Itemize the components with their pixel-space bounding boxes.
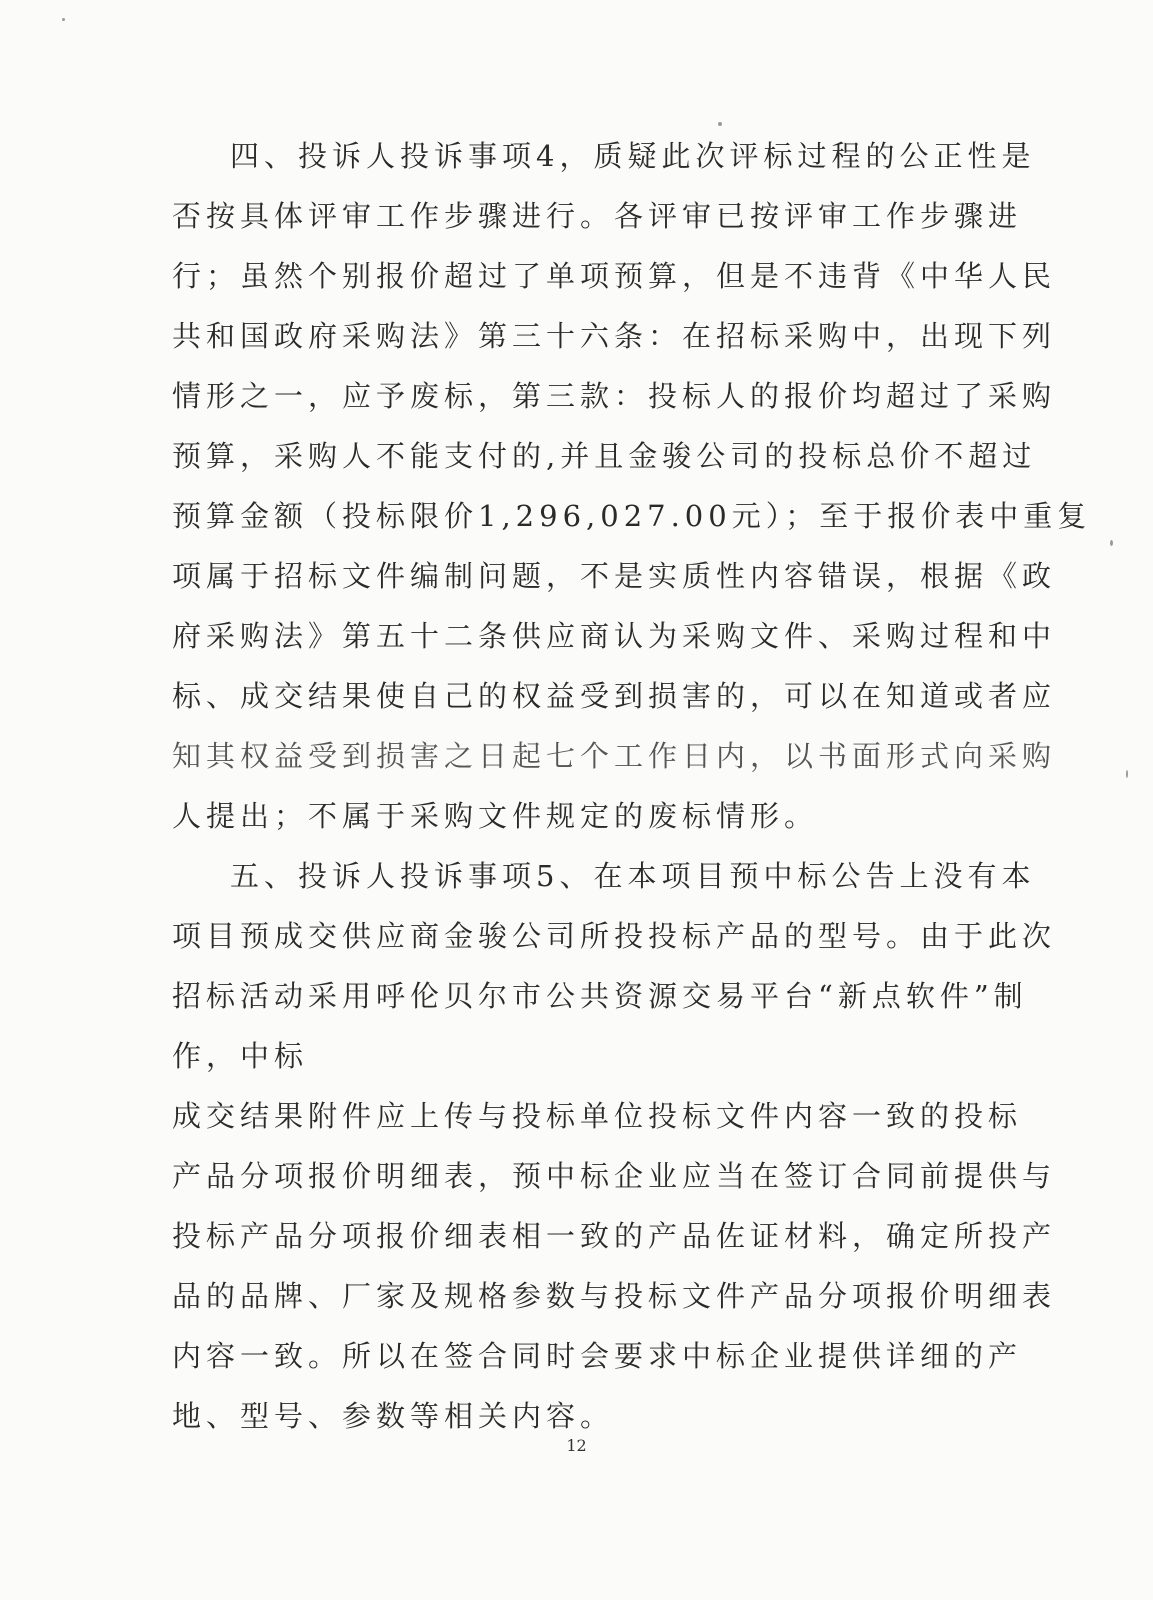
- paragraph-4-line: 预算，采购人不能支付的,并且金骏公司的投标总价不超过: [172, 439, 1037, 473]
- paragraph-4-line: 知其权益受到损害之日起七个工作日内，以书面形式向采购: [172, 739, 1057, 773]
- paragraph-4-line: 府采购法》第五十二条供应商认为采购文件、采购过程和中: [172, 619, 1057, 653]
- paragraph-5-line: 内容一致。所以在签合同时会要求中标企业提供详细的产: [172, 1339, 1023, 1373]
- paragraph-5-line: 投标产品分项报价细表相一致的产品佐证材料，确定所投产: [172, 1219, 1057, 1253]
- paragraph-4-line: 人提出；不属于采购文件规定的废标情形。: [172, 799, 819, 833]
- paragraph-5-line: 产品分项报价明细表，预中标企业应当在签订合同前提供与: [172, 1159, 1057, 1193]
- document-body: [172, 126, 1092, 1446]
- paragraph-4-line: 项属于招标文件编制问题，不是实质性内容错误，根据《政: [172, 559, 1057, 593]
- paragraph-4-line: 共和国政府采购法》第三十六条：在招标采购中，出现下列: [172, 319, 1057, 353]
- paragraph-4-line: 行；虽然个别报价超过了单项预算，但是不违背《中华人民: [172, 259, 1057, 293]
- paragraph-4-line: 否按具体评审工作步骤进行。各评审已按评审工作步骤进: [172, 199, 1023, 233]
- scan-speck: [62, 18, 65, 21]
- scan-speck: [1110, 540, 1113, 546]
- paragraph-5-line: 品的品牌、厂家及规格参数与投标文件产品分项报价明细表: [172, 1279, 1057, 1313]
- paragraph-5-line: 招标活动采用呼伦贝尔市公共资源交易平台“新点软件”制: [172, 979, 1028, 1013]
- paragraph-5-line: 作，中标: [172, 1039, 309, 1073]
- paragraph-5-line: 地、型号、参数等相关内容。: [172, 1399, 615, 1433]
- paragraph-4-line: 情形之一，应予废标，第三款：投标人的报价均超过了采购: [172, 379, 1057, 413]
- page-number: 12: [566, 1436, 587, 1455]
- paragraph-5-line: 项目预成交供应商金骏公司所投投标产品的型号。由于此次: [172, 919, 1057, 953]
- paragraph-4-line: 预算金额（投标限价1,296,027.00元）；至于报价表中重复: [172, 499, 1092, 533]
- paragraph-4-line: 标、成交结果使自己的权益受到损害的，可以在知道或者应: [172, 679, 1057, 713]
- paragraph-5-line: 成交结果附件应上传与投标单位投标文件内容一致的投标: [172, 1099, 1023, 1133]
- paragraph-4-line: 四、投诉人投诉事项4，质疑此次评标过程的公正性是: [230, 139, 1036, 173]
- scan-speck: [1126, 770, 1128, 778]
- paragraph-5-line: 五、投诉人投诉事项5、在本项目预中标公告上没有本: [230, 859, 1036, 893]
